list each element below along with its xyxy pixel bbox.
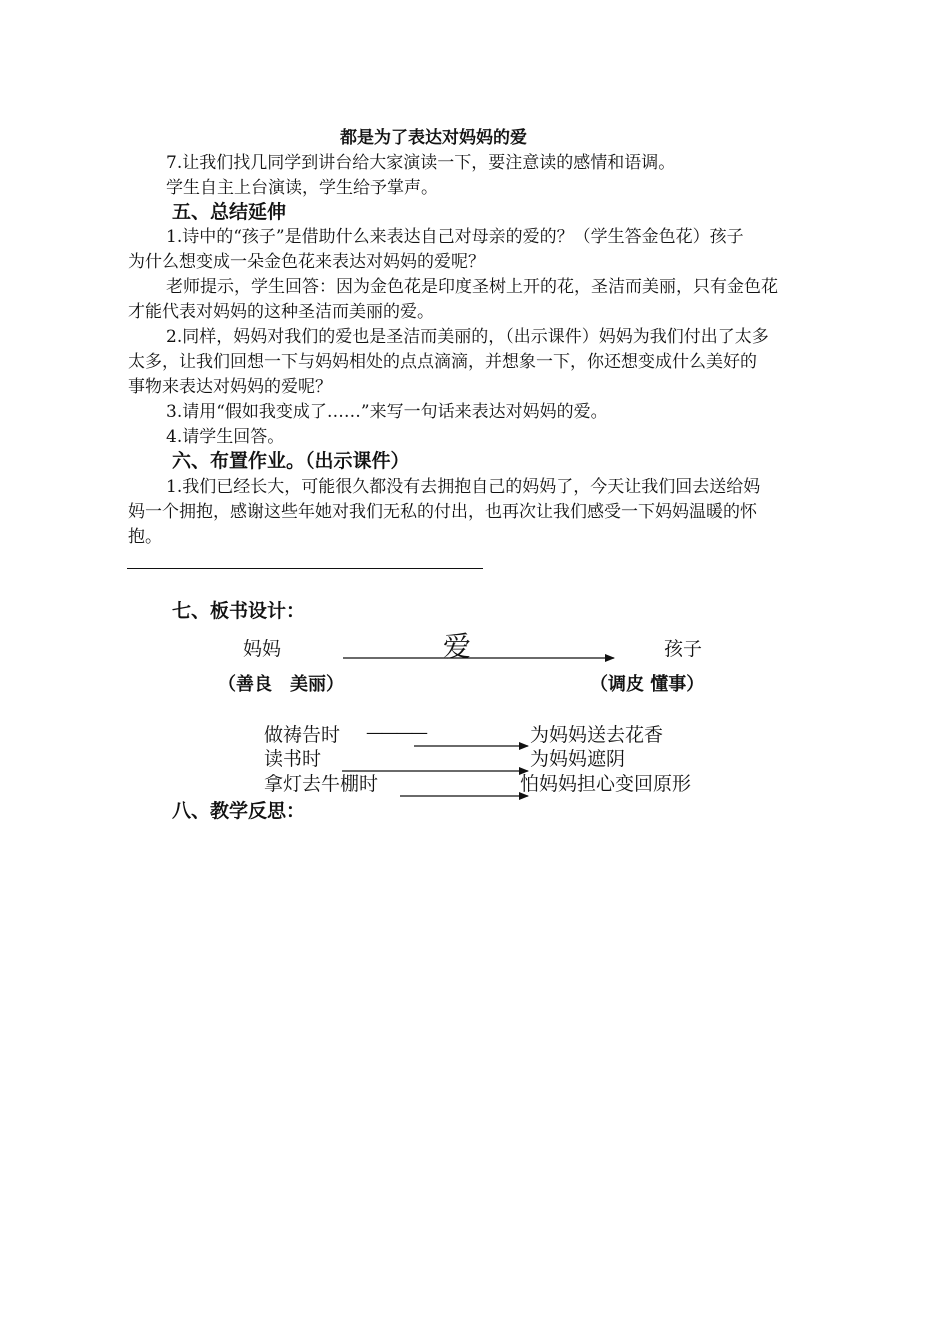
- step-7: 7.让我们找几同学到讲台给大家演读一下，要注意读的感情和语调。: [166, 153, 676, 173]
- line-love-summary: 都是为了表达对妈妈的爱: [340, 128, 527, 148]
- board-row-1-left: 做祷告时: [264, 724, 341, 746]
- board-child: 孩子: [664, 638, 703, 660]
- question-2c: 事物来表达对妈妈的爱呢？: [128, 377, 332, 397]
- board-row-3-left: 拿灯去牛棚时: [264, 773, 379, 795]
- heading-8: 八、教学反思：: [172, 800, 306, 822]
- question-2a: 2.同样，妈妈对我们的爱也是圣洁而美丽的，（出示课件）妈妈为我们付出了太多: [166, 327, 769, 347]
- student-performance: 学生自主上台演读，学生给予掌声。: [166, 178, 438, 198]
- board-mother: 妈妈: [243, 638, 282, 660]
- board-love: 爱: [443, 630, 472, 663]
- question-1b: 为什么想变成一朵金色花来表达对妈妈的爱呢？: [128, 252, 485, 272]
- board-row-1-right: 为妈妈送去花香: [530, 724, 664, 746]
- board-mother-traits: （善良 美丽）: [218, 674, 344, 695]
- question-3: 3.请用“假如我变成了……”来写一句话来表达对妈妈的爱。: [166, 402, 608, 422]
- homework-c: 抱。: [128, 527, 162, 547]
- teacher-hint-a: 老师提示，学生回答：因为金色花是印度圣树上开的花，圣洁而美丽，只有金色花: [166, 277, 778, 297]
- heading-6: 六、布置作业。（出示课件）: [172, 450, 410, 472]
- question-2b: 太多，让我们回想一下与妈妈相处的点点滴滴，并想象一下，你还想变成什么美好的: [128, 352, 757, 372]
- board-child-traits: （调皮 懂事）: [590, 674, 705, 695]
- heading-5: 五、总结延伸: [172, 201, 287, 223]
- heading-7: 七、板书设计：: [172, 600, 306, 622]
- question-1a: 1.诗中的“孩子”是借助什么来表达自己对母亲的爱的？（学生答金色花）孩子: [166, 227, 744, 247]
- homework-b: 妈一个拥抱，感谢这些年她对我们无私的付出，也再次让我们感受一下妈妈温暖的怀: [128, 502, 757, 522]
- homework-a: 1.我们已经长大，可能很久都没有去拥抱自己的妈妈了，今天让我们回去送给妈: [166, 477, 761, 497]
- board-row-1-dash: ————: [366, 723, 426, 743]
- question-4: 4.请学生回答。: [166, 427, 285, 447]
- teacher-hint-b: 才能代表对妈妈的这种圣洁而美丽的爱。: [128, 302, 434, 322]
- board-row-2-left: 读书时: [264, 748, 322, 770]
- board-row-2-right: 为妈妈遮阴: [530, 748, 626, 770]
- board-row-3-right: 怕妈妈担心变回原形: [520, 773, 692, 795]
